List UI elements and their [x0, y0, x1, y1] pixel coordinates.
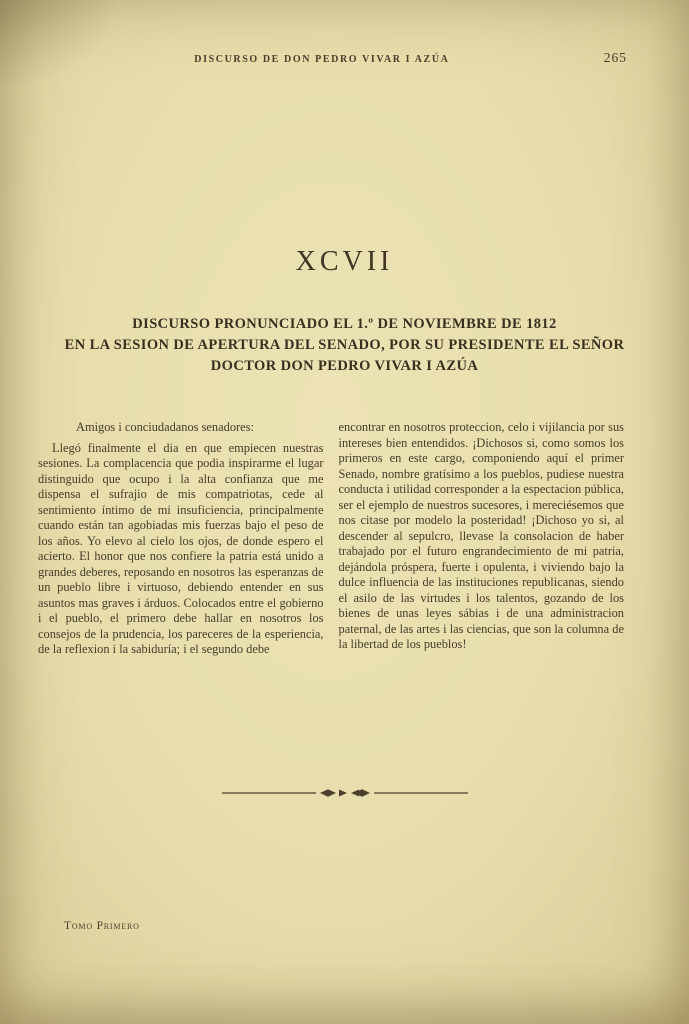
scan-corner-shadow	[0, 0, 120, 90]
speech-paragraph-left: Llegó finalmente el dia en que empiecen nuestras sesiones. La complacencia que podia inspirarme el lugar distinguido que ocupo i la alta confianza que me dispensa el sufrajio de mis compatriotas, cede al sentimiento íntimo de mi insuficiencia, principalmente cuando están tan agobiadas mis fuerzas bajo el peso de los años. Yo elevo al cielo los ojos, de donde espero el acierto. El honor que nos confiere la patria está unido a grandes deberes, reposando en nosotros las esperanzas de un pueblo libre i virtuoso, debiendo entender en sus asuntos mas graves i árduos. Colocados entre el gobierno i el pueblo, el primero debe hallar en nosotros los consejos de la prudencia, los pareceres de la esperiencia, de la reflexion i la sabiduría; i el segundo debe	[38, 440, 324, 656]
column-left	[38, 420, 324, 658]
page-number: 265	[603, 50, 627, 65]
column-right	[339, 420, 625, 658]
divider-ornament-icon	[220, 786, 470, 800]
speech-title-line-1: DISCURSO PRONUNCIADO EL 1.º DE NOVIEMBRE DE 1812	[132, 316, 557, 332]
running-title: DISCURSO DE DON PEDRO VIVAR I AZÚA	[194, 54, 450, 65]
salutation: Amigos i conciudadanos senadores:	[76, 420, 254, 434]
section-divider	[0, 786, 689, 805]
speech-title-line-2: EN LA SESION DE APERTURA DEL SENADO, POR SU PRESIDENTE EL SEÑOR	[64, 337, 625, 353]
two-column-text	[38, 420, 624, 658]
speech-paragraph-right: encontrar en nosotros proteccion, celo i vijilancia por sus intereses bien entendidos. ¡Dichosos si, como somos los primeros en este cargo, componiendo aquí el primer Senado, nombre gratísimo a los pueblos, pudiese nuestra conducta i utilidad corresponder a la espectacion pública, ser el ejemplo de nuestros sucesores, i mereciésemos que nos citase por modelo la posteridad! ¡Dichoso yo si, al descender al sepulcro, llevase la consolacion de haber trabajado por el futuro engrandecimiento de mi patria, dejándola próspera, fuerte i opulenta, i viviendo bajo la dulce influencia de las instituciones republicanas, siendo el asilo de las virtudes i los talentos, gozando de los bienes de unas leyes sábias i de una administracion paternal, de las artes i las ciencias, que son la columna de la libertad de los pueblos!	[338, 420, 624, 651]
running-header	[40, 50, 627, 66]
speech-title	[30, 314, 659, 377]
chapter-numeral: XCVII	[295, 246, 394, 277]
speech-title-line-3: DOCTOR DON PEDRO VIVAR I AZÚA	[210, 358, 479, 374]
volume-footer-note: Tomo Primero	[64, 920, 140, 932]
